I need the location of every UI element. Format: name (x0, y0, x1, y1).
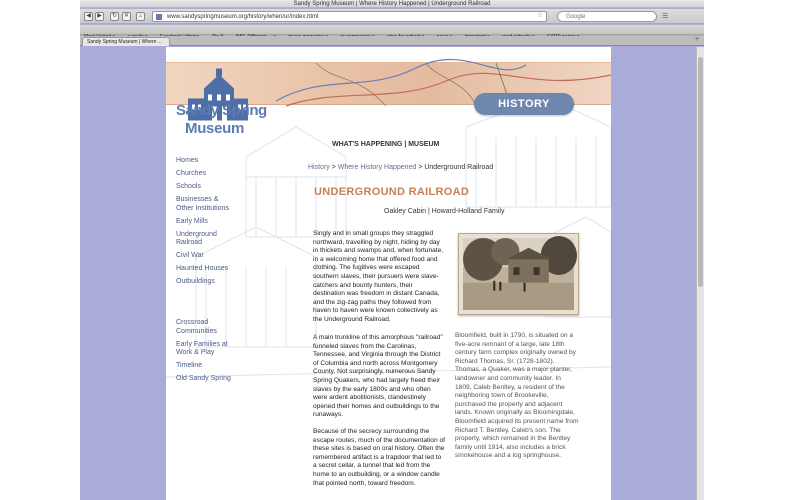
breadcrumb-history-link[interactable]: History (308, 164, 330, 171)
breadcrumb-separator: > (329, 164, 338, 171)
section-history-badge[interactable]: HISTORY (474, 93, 574, 115)
menu-icon[interactable]: ☰ (662, 13, 669, 20)
breadcrumb-where-link[interactable]: Where History Happened (337, 164, 417, 171)
logo-title-line2[interactable]: Museum (185, 120, 245, 137)
sidebar-item-churches[interactable]: Churches (176, 170, 206, 177)
sidebar-item-haunted-houses[interactable]: Haunted Houses (176, 265, 229, 272)
sidebar-item-old-sandy-spring[interactable]: Old Sandy Spring (176, 375, 231, 382)
bookmarks-bar (80, 25, 704, 35)
window-title: Sandy Spring Museum | Where History Happened | Underground Railroad (293, 1, 491, 7)
article-paragraph-3: Because of the secrecy surrounding the escape routes, much of the documentation of these sites is based on oral history. Often the remembered artifact is a trapdoor that led to a secret cellar, a tunnel that led from the home to an outbuilding, or a window candle that pointed north, toward freedom. (313, 428, 445, 487)
page-subtitle: Oakley Cabin | Howard-Holland Family (384, 208, 505, 215)
tab-strip (80, 36, 704, 46)
sidebar-item-businesses[interactable]: Businesses & Other Institutions (176, 196, 229, 212)
web-page (166, 47, 611, 500)
sidebar-item-timeline[interactable]: Timeline (176, 362, 203, 369)
historic-photo-image (463, 238, 574, 310)
sidebar-item-crossroad-communities[interactable]: Crossroad Communities (176, 319, 217, 335)
scrollbar-thumb[interactable] (698, 57, 703, 287)
sidebar-item-early-families[interactable]: Early Families at Work & Play (176, 340, 228, 356)
navigation-toolbar (80, 9, 704, 24)
address-bar[interactable] (152, 11, 547, 22)
breadcrumb (308, 164, 493, 171)
browser-tab[interactable]: Sandy Spring Museum | Where ... (82, 37, 170, 46)
vertical-scrollbar[interactable] (696, 47, 704, 500)
historic-photo (458, 233, 579, 315)
stop-icon[interactable]: ✕ (123, 13, 130, 19)
sidebar-spacer (176, 291, 246, 319)
sidebar-item-underground-railroad[interactable]: Underground Railroad (176, 230, 217, 246)
title-bar (80, 0, 704, 8)
sidebar-item-outbuildings[interactable]: Outbuildings (176, 278, 215, 285)
home-icon[interactable]: ⌂ (136, 12, 145, 21)
article-paragraph-1: Singly and in small groups they straggled northward, travelling by night, hiding by day in thickets and swamps and, when fortunate, in a welcoming home that offered food and clothing. The fugitives were escaped southern slaves, their pursuers were slave-catchers and bounty hunters, their destination was freedom in distant Canada, and the zig-zag paths they followed from haven to haven were known collectively as the Underground Railroad. (313, 230, 444, 323)
url-text: www.sandyspringmuseum.org/history/when/ur/index.html (167, 14, 319, 20)
search-input[interactable] (557, 11, 657, 22)
sidebar-item-homes[interactable]: Homes (176, 157, 199, 164)
sidebar-item-early-mills[interactable]: Early Mills (176, 217, 208, 225)
reload-icon[interactable]: ↻ (111, 13, 118, 19)
top-navigation-links[interactable]: WHAT'S HAPPENING | MUSEUM (332, 141, 440, 148)
back-arrow-icon[interactable]: ◀ (84, 12, 93, 21)
logo-title-line1[interactable]: Sandy Spring (176, 102, 267, 119)
breadcrumb-current: Underground Railroad (424, 164, 494, 171)
new-tab-icon[interactable]: + (695, 36, 700, 43)
breadcrumb-separator: > (416, 164, 425, 171)
sidebar-item-schools[interactable]: Schools (176, 183, 201, 190)
photo-caption-text: Bloomfield, built in 1790, is situated on a five-acre remnant of a large, late 18th century farm complex originally owned by Richard Thomas, Sr. (1728-1802). Thomas, a Quaker, was a major planter, landowner and community leader. In 1809, Caleb Bentley, a resident of the neighboring town of Brookeville, purchased the property and adjacent lands. Known originally as Bloomingdale, Bloomfield acquired its present name from Richard T. Bentley, Caleb's son. The property, which remained in the Bentley family until 1914, also includes a brick smokehouse and a log springhouse. (455, 332, 579, 460)
page-title: UNDERGROUND RAILROAD (314, 186, 470, 198)
browser-window (80, 0, 704, 500)
site-favicon-icon (156, 14, 162, 20)
bookmark-star-icon[interactable]: ☆ (537, 12, 544, 19)
search-placeholder: Google (566, 14, 586, 20)
sidebar-item-civil-war[interactable]: Civil War (176, 252, 204, 259)
sidebar-navigation (176, 157, 246, 388)
forward-arrow-icon[interactable]: ▶ (95, 12, 104, 21)
article-paragraph-2: A main trunkline of this amorphous "railroad" funneled slaves from the Carolinas, Tennessee, and Virginia through the District of Columbia and north across Montgomery County. Not surprisingly, numerous Sandy Spring Quakers, who had largely freed their slaves by the early 1800s and who often were ardent abolitionists, clandestinely opened their homes and outbuildings to the runaways. (313, 334, 443, 419)
